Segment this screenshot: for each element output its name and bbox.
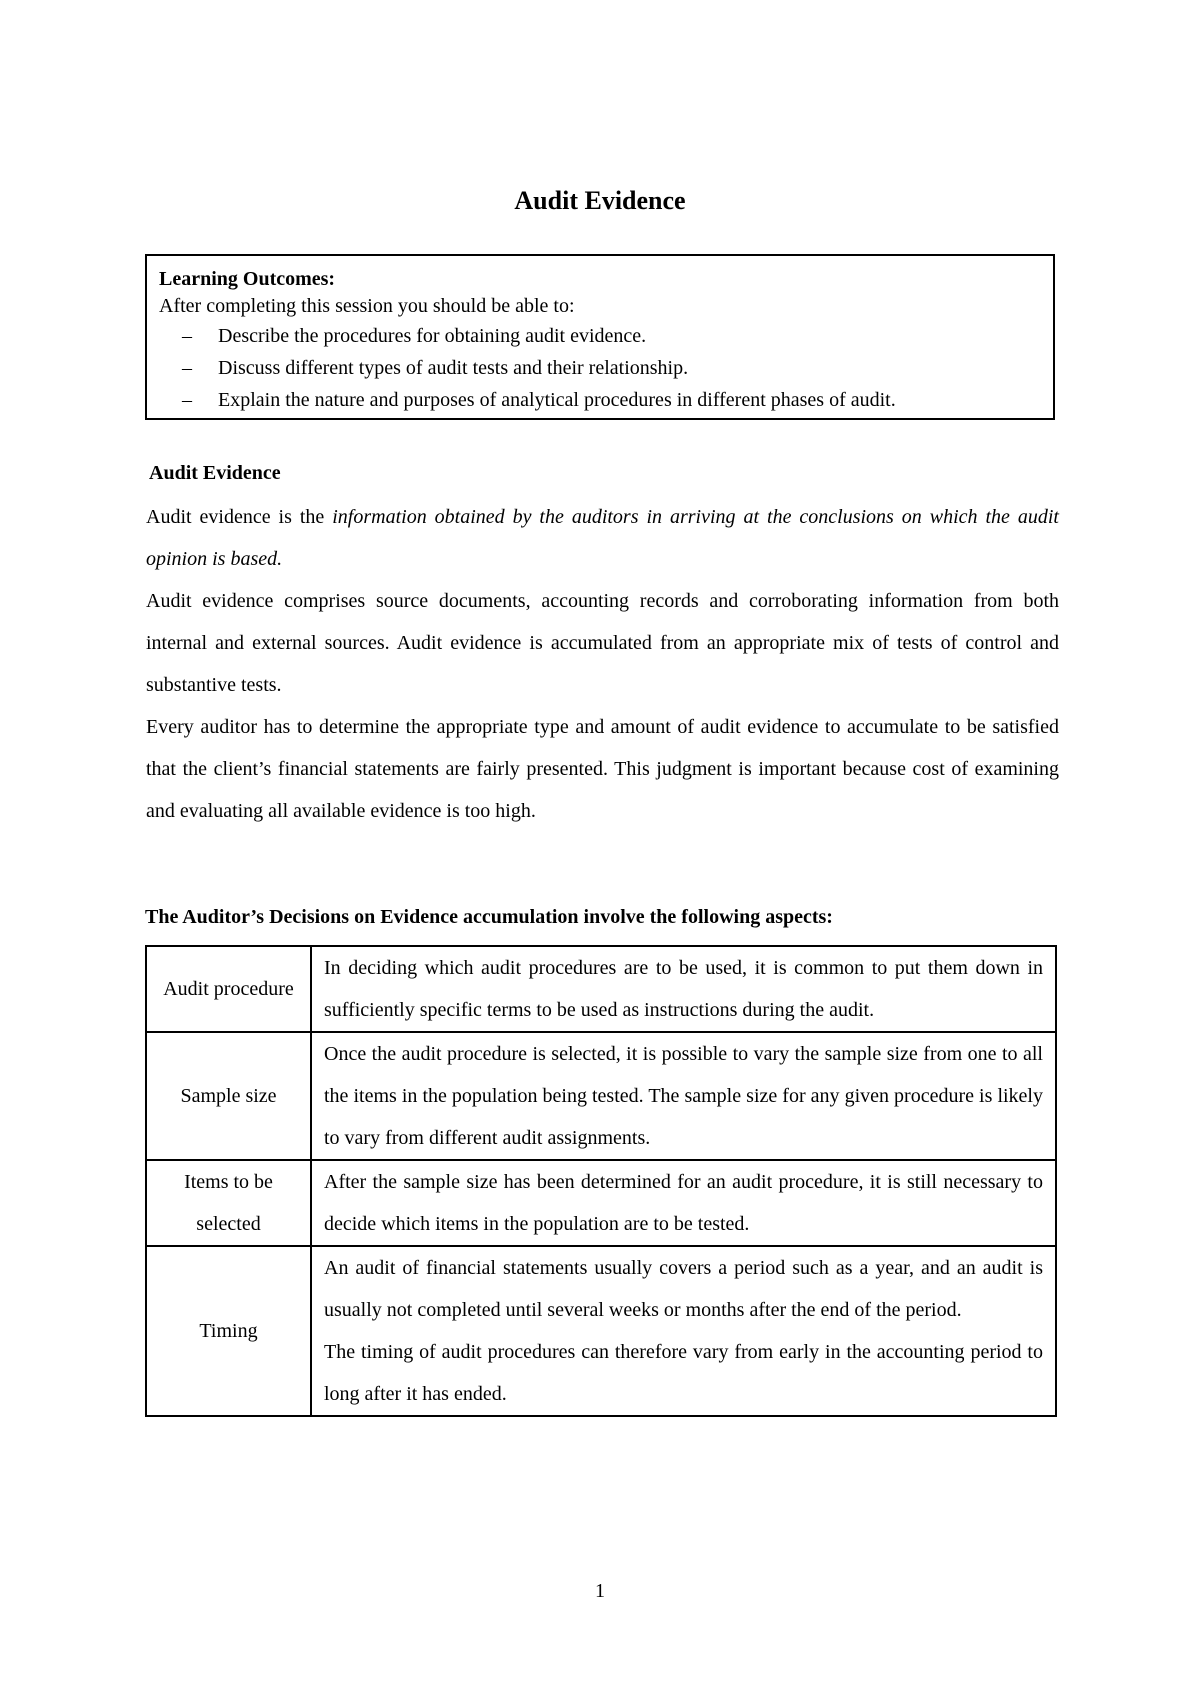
paragraph-lead: Audit evidence is the [146, 506, 333, 528]
description-cell [311, 1032, 1056, 1160]
table-heading: The Auditor’s Decisions on Evidence accumulation involve the following aspects: [145, 906, 833, 928]
learning-outcomes-heading: Learning Outcomes: [159, 268, 336, 290]
table-row [146, 1160, 1056, 1246]
dash-bullet: – [182, 325, 192, 347]
learning-outcomes-box [145, 254, 1055, 420]
description-text: In deciding which audit procedures are to be used, it is common to put them down in sufficiently specific terms to be used as instructions during the audit. [324, 957, 1043, 1021]
table-row [146, 1246, 1056, 1416]
dash-bullet: – [182, 357, 192, 379]
list-item [159, 384, 1041, 416]
learning-outcomes-intro: After completing this session you should be able to: [159, 295, 575, 317]
section-body [146, 496, 1059, 832]
table-row [146, 1032, 1056, 1160]
list-item-text: Discuss different types of audit tests and their relationship. [218, 357, 689, 379]
table-row [146, 946, 1056, 1032]
aspect-cell: Audit procedure [146, 946, 311, 1032]
dash-bullet: – [182, 389, 192, 411]
description-text: After the sample size has been determined for an audit procedure, it is still necessary to decide which items in the population are to be tested. [324, 1171, 1043, 1235]
aspects-table [145, 945, 1057, 1417]
description-cell [311, 1246, 1056, 1416]
list-item-text: Describe the procedures for obtaining audit evidence. [218, 325, 647, 347]
aspect-cell: Timing [146, 1246, 311, 1416]
description-text: The timing of audit procedures can therefore vary from early in the accounting period to long after it has ended. [324, 1341, 1043, 1405]
learning-outcomes-list [159, 320, 1041, 416]
list-item-text: Explain the nature and purposes of analytical procedures in different phases of audit. [218, 389, 896, 411]
page-title: Audit Evidence [514, 186, 686, 215]
section-heading: Audit Evidence [149, 462, 281, 484]
paragraph-composition: Audit evidence comprises source documents, accounting records and corroborating information from both internal and external sources. Audit evidence is accumulated from an appropriate mix of tests of control and substantive tests. [146, 590, 1059, 696]
list-item [159, 352, 1041, 384]
paragraph-definition [146, 496, 1059, 580]
page-number: 1 [595, 1580, 605, 1602]
aspect-cell: Items to be selected [146, 1160, 311, 1246]
description-text: An audit of financial statements usually covers a period such as a year, and an audit is usually not completed until several weeks or months after the end of the period. [324, 1257, 1043, 1321]
paragraph-judgment: Every auditor has to determine the appropriate type and amount of audit evidence to accumulate to be satisfied that the client’s financial statements are fairly presented. This judgment is important because cost of examining and evaluating all available evidence is too high. [146, 716, 1059, 822]
list-item [159, 320, 1041, 352]
description-cell [311, 1160, 1056, 1246]
aspect-cell: Sample size [146, 1032, 311, 1160]
definition-italic: information obtained by the auditors in arriving at the conclusions on which the audit opinion is based. [146, 506, 1059, 570]
description-cell [311, 946, 1056, 1032]
description-text: Once the audit procedure is selected, it is possible to vary the sample size from one to all the items in the population being tested. The sample size for any given procedure is likely to vary from different audit assignments. [324, 1043, 1043, 1149]
